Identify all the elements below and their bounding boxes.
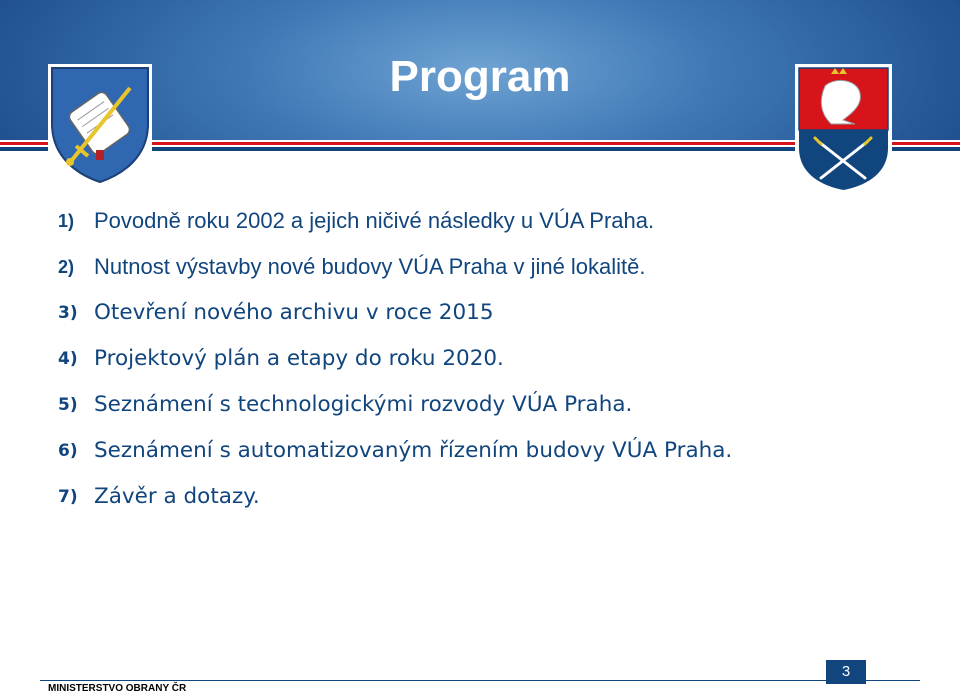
- footer-divider: [40, 680, 920, 681]
- agenda-item: [58, 254, 646, 280]
- item-text: Seznámení s automatizovaným řízením budovy VÚA Praha.: [94, 438, 733, 463]
- item-number: 6): [58, 440, 78, 461]
- agenda-item: [58, 208, 654, 234]
- page-number-badge: 3: [826, 660, 866, 684]
- item-text: Otevření nového archivu v roce 2015: [94, 300, 494, 325]
- item-text: Závěr a dotazy.: [94, 484, 260, 509]
- agenda-item: [58, 300, 494, 325]
- agenda-item: [58, 484, 260, 509]
- archive-crest-icon: [48, 64, 152, 184]
- item-number: 3): [58, 302, 78, 323]
- footer-label: MINISTERSTVO OBRANY ČR: [48, 683, 187, 694]
- item-number: 5): [58, 394, 78, 415]
- item-number: 7): [58, 486, 78, 507]
- slide-title: Program: [389, 52, 571, 101]
- agenda-item: [58, 346, 504, 371]
- item-number: 4): [58, 348, 78, 369]
- item-text: Seznámení s technologickými rozvody VÚA Praha.: [94, 392, 633, 417]
- item-number: 1): [58, 210, 75, 231]
- item-text: Povodně roku 2002 a jejich ničivé následky u VÚA Praha.: [94, 208, 655, 233]
- agenda-item: [58, 392, 632, 417]
- item-number: 2): [58, 256, 75, 277]
- ministry-crest-icon: [795, 64, 892, 192]
- item-text: Nutnost výstavby nové budovy VÚA Praha v jiné lokalitě.: [94, 254, 646, 279]
- item-text: Projektový plán a etapy do roku 2020.: [94, 346, 504, 371]
- agenda-item: [58, 438, 732, 463]
